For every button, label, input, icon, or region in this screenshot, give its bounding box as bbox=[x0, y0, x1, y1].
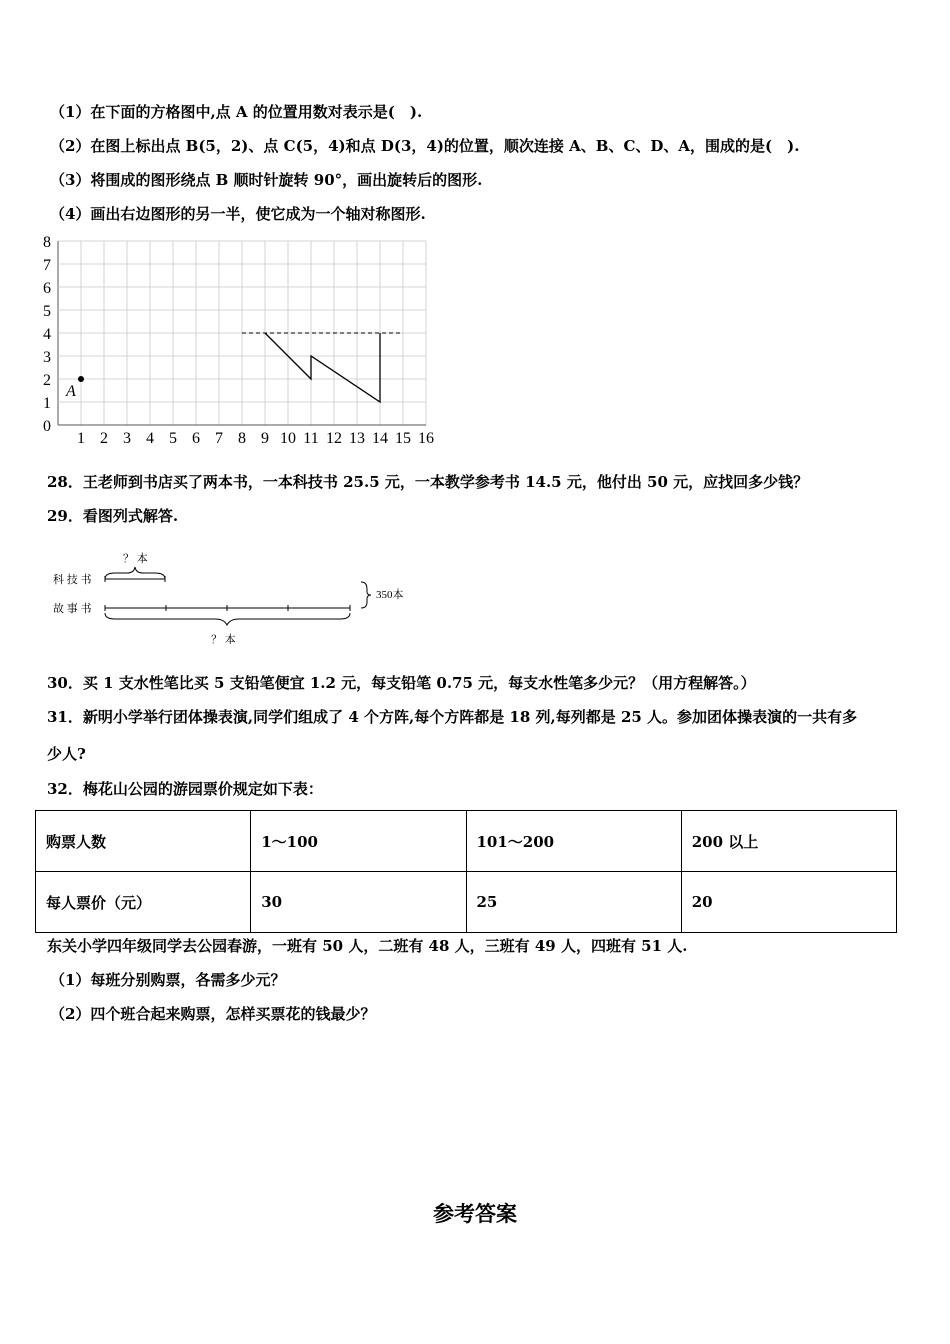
half-figure-polyline bbox=[265, 333, 380, 402]
table-row bbox=[36, 811, 897, 872]
q29-text: 29．看图列式解答. bbox=[47, 507, 179, 525]
coordinate-grid bbox=[30, 230, 450, 450]
y-tick-label: 8 bbox=[43, 234, 51, 251]
y-tick-label: 2 bbox=[43, 372, 51, 389]
y-tick-label: 3 bbox=[43, 349, 51, 366]
q27-part2: （2）在图上标出点 B(5，2)、点 C(5，4)和点 D(3，4)的位置，顺次连接 A、B、C、D、A，围成的是( ). bbox=[50, 137, 800, 155]
x-tick-label: 11 bbox=[303, 430, 319, 447]
y-tick-label: 1 bbox=[43, 395, 51, 412]
top-question-label: ？ 本 bbox=[123, 553, 148, 565]
q32-part2: （2）四个班合起来购票，怎样买票花的钱最少？ bbox=[50, 1005, 376, 1023]
x-tick-label: 10 bbox=[280, 430, 296, 447]
q31-text-line1: 31．新明小学举行团体操表演,同学们组成了 4 个方阵,每个方阵都是 18 列,每列都是 25 人。参加团体操表演的一共有多 bbox=[47, 708, 858, 726]
point-A-label: A bbox=[66, 383, 76, 400]
y-tick-label: 0 bbox=[43, 418, 51, 435]
x-tick-label: 2 bbox=[100, 430, 108, 447]
x-tick-label: 8 bbox=[238, 430, 246, 447]
q32-intro: 32．梅花山公园的游园票价规定如下表： bbox=[47, 780, 323, 798]
q28-text: 28．王老师到书店买了两本书，一本科技书 25.5 元，一本教学参考书 14.5 元，他付出 50 元，应找回多少钱？ bbox=[47, 473, 809, 491]
q27-part3: （3）将围成的图形绕点 B 顺时针旋转 90°，画出旋转后的图形. bbox=[50, 171, 483, 189]
x-tick-label: 5 bbox=[169, 430, 177, 447]
x-tick-label: 1 bbox=[77, 430, 85, 447]
bottom-question-label: ？ 本 bbox=[211, 634, 236, 646]
bottom-brace bbox=[105, 613, 350, 625]
table-cell: 101～200 bbox=[466, 811, 681, 872]
table-cell: 20 bbox=[681, 872, 896, 933]
total-label: 350本 bbox=[376, 589, 404, 601]
y-tick-label: 5 bbox=[43, 303, 51, 320]
q27-part4: （4）画出右边图形的另一半，使它成为一个轴对称图形. bbox=[50, 205, 426, 223]
table-cell: 200 以上 bbox=[681, 811, 896, 872]
x-tick-label: 4 bbox=[146, 430, 154, 447]
table-cell: 购票人数 bbox=[36, 811, 251, 872]
table-row bbox=[36, 872, 897, 933]
x-tick-label: 14 bbox=[372, 430, 388, 447]
x-tick-label: 7 bbox=[215, 430, 223, 447]
x-tick-label: 12 bbox=[326, 430, 342, 447]
ticket-price-table bbox=[35, 810, 897, 933]
table-cell: 每人票价（元） bbox=[36, 872, 251, 933]
total-brace bbox=[361, 582, 371, 608]
table-cell: 25 bbox=[466, 872, 681, 933]
q32-context: 东关小学四年级同学去公园春游，一班有 50 人，二班有 48 人，三班有 49 人，四班有 51 人. bbox=[47, 937, 688, 955]
q31-text-line2: 少人? bbox=[47, 745, 86, 763]
x-tick-label: 15 bbox=[395, 430, 411, 447]
table-cell: 30 bbox=[251, 872, 466, 933]
x-tick-label: 13 bbox=[349, 430, 365, 447]
point-A bbox=[78, 376, 84, 382]
x-tick-label: 9 bbox=[261, 430, 269, 447]
q32-part1: （1）每班分别购票，各需多少元？ bbox=[50, 971, 286, 989]
x-tick-label: 16 bbox=[418, 430, 434, 447]
row2-label: 故 事 书 bbox=[53, 603, 92, 615]
book-diagram bbox=[45, 545, 425, 655]
q27-part1: （1）在下面的方格图中,点 A 的位置用数对表示是( ). bbox=[50, 103, 423, 121]
y-tick-label: 7 bbox=[43, 257, 51, 274]
x-tick-label: 3 bbox=[123, 430, 131, 447]
y-tick-label: 4 bbox=[43, 326, 51, 343]
table-cell: 1～100 bbox=[251, 811, 466, 872]
y-tick-label: 6 bbox=[43, 280, 51, 297]
row1-label: 科 技 书 bbox=[53, 574, 92, 586]
answer-section-title: 参考答案 bbox=[433, 1201, 517, 1226]
top-brace bbox=[105, 567, 165, 579]
q30-text: 30．买 1 支水性笔比买 5 支铅笔便宜 1.2 元，每支铅笔 0.75 元，每支水性笔多少元？（用方程解答。） bbox=[47, 674, 756, 692]
x-tick-label: 6 bbox=[192, 430, 200, 447]
